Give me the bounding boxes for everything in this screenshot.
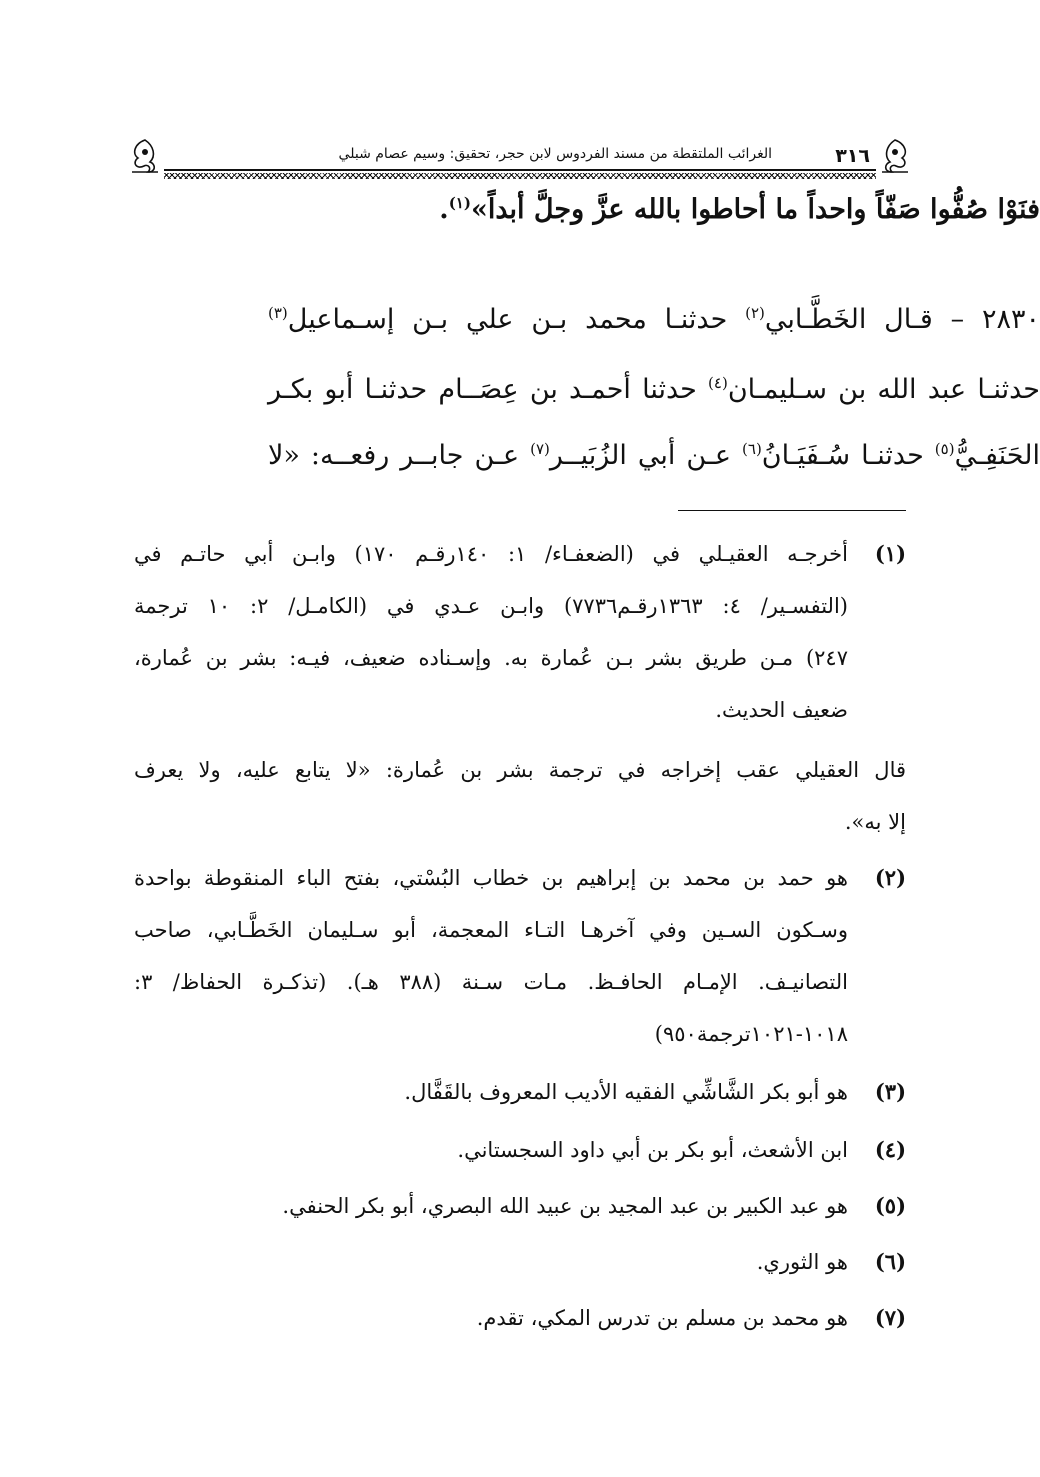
- footnote-1-number: (١): [874, 541, 906, 566]
- footnote-6-text: هو الثوري.: [756, 1250, 848, 1274]
- header-rule: [164, 169, 876, 179]
- hadith-narrator-1: – قـال الخَطَّـابي: [764, 304, 965, 335]
- running-title: الغرائب الملتقطة من مسند الفردوس لابن حجر، تحقيق: وسيم عصام شبلي: [338, 146, 772, 162]
- hadith-narrator-2: حدثنـا محمد بـن علي بـن إسـماعيل: [287, 304, 728, 335]
- footnote-1-line: أخرجـه العقيـلي في (الضعفـاء/ ١: ١٤٠رقـم ١٧٠) وابـن أبي حاتـم في: [134, 542, 848, 566]
- footnote-3-number: (٣): [874, 1079, 906, 1104]
- footnote-2-number: (٢): [874, 865, 906, 890]
- footnote-separator: [678, 510, 906, 511]
- footnote-2-line: التصانيـف. الإمـام الحافـظ. مـات سـنة (٣٨٨ هـ). (تذكـرة الحفاظ/ ٣:: [134, 970, 848, 994]
- footnote-1-extra-line: قال العقيلي عقب إخراجه في ترجمة بشر بن عُمارة: «لا يتابع عليه، ولا يعرف: [134, 758, 906, 782]
- footnote-1-line: ٢٤٧) مـن طريق بشر بـن عُمارة به. وإسـناده ضعيف، فيـه: بشر بن عُمارة،: [134, 646, 848, 670]
- footnote-1-line: ضعيف الحديث.: [715, 698, 848, 722]
- hadith-narrator-5: الحَنَفِـيُّ: [954, 440, 1040, 471]
- hadith-text-start: عـن جابــر رفعــه: «لا: [268, 440, 520, 471]
- hadith-narrator-3: حدثنـا عبد الله بن سـليمـان: [727, 374, 1040, 405]
- footnote-ref: (١): [448, 194, 471, 212]
- ornament-right-icon: [878, 138, 912, 176]
- hadith-number: ٢٨٣٠: [981, 304, 1040, 335]
- footnote-1-extra-line: إلا به».: [844, 810, 906, 834]
- hadith-line-3: [268, 432, 1040, 480]
- footnote-7-number: (٧): [874, 1305, 906, 1330]
- hadith-line-1: [268, 296, 1040, 344]
- footnote-2-line: وسـكون السـين وفي آخرهـا التـاء المعجمة، أبو سـليمان الخَطَّـابي، صاحب: [134, 918, 848, 942]
- main-line-1-text: فنَوْا صُفُّوا صَفّاً واحداً ما أحاطوا بالله عزَّ وجلَّ أبداً»: [470, 194, 1040, 225]
- hadith-narrator-6: حدثنـا سُـفَيَـانُ: [761, 440, 924, 471]
- footnote-ref: (٣): [268, 304, 288, 322]
- footnote-ref: (٦): [742, 440, 762, 458]
- hadith-line-2: [268, 366, 1040, 414]
- footnote-ref: (٢): [745, 304, 765, 322]
- footnote-5-number: (٥): [874, 1193, 906, 1218]
- ornament-left-icon: [128, 138, 162, 176]
- footnote-ref: (٥): [934, 440, 955, 458]
- footnote-4-text: ابن الأشعث، أبو بكر بن أبي داود السجستاني.: [457, 1138, 848, 1162]
- footnote-3-text: هو أبو بكر الشَّاشِّي الفقيه الأديب المعروف بالقَفَّال.: [404, 1080, 848, 1104]
- page-header: [128, 138, 912, 178]
- page-number: ٣١٦: [835, 145, 870, 167]
- hadith-narrator-4: حدثنا أحمـد بن عِصَــام حدثنـا أبو بكـر: [268, 374, 697, 405]
- footnote-2-line: هو حمد بن محمد بن إبراهيم بن خطاب البُسْتي، بفتح الباء المنقوطة بواحدة: [134, 866, 848, 890]
- main-line-1: [268, 186, 1040, 234]
- footnote-2-line: ١٠١٨-١٠٢١ترجمة٩٥٠): [654, 1022, 848, 1046]
- main-line-1-end: .: [439, 194, 449, 225]
- footnote-4-number: (٤): [874, 1137, 906, 1162]
- footnote-6-number: (٦): [874, 1249, 906, 1274]
- footnote-7-text: هو محمد بن مسلم بن تدرس المكي، تقدم.: [476, 1306, 848, 1330]
- footnote-ref: (٧): [530, 440, 550, 458]
- footnote-5-text: هو عبد الكبير بن عبد المجيد بن عبيد الله البصري، أبو بكر الحنفي.: [282, 1194, 848, 1218]
- footnote-1-line: (التفسـير/ ٤: ١٣٦٣رقـم٧٧٣٦) وابـن عـدي في (الكامـل/ ٢: ١٠ ترجمة: [134, 594, 848, 618]
- hadith-narrator-7: عـن أبي الزُبَيــر: [549, 440, 731, 471]
- footnote-ref: (٤): [708, 374, 728, 392]
